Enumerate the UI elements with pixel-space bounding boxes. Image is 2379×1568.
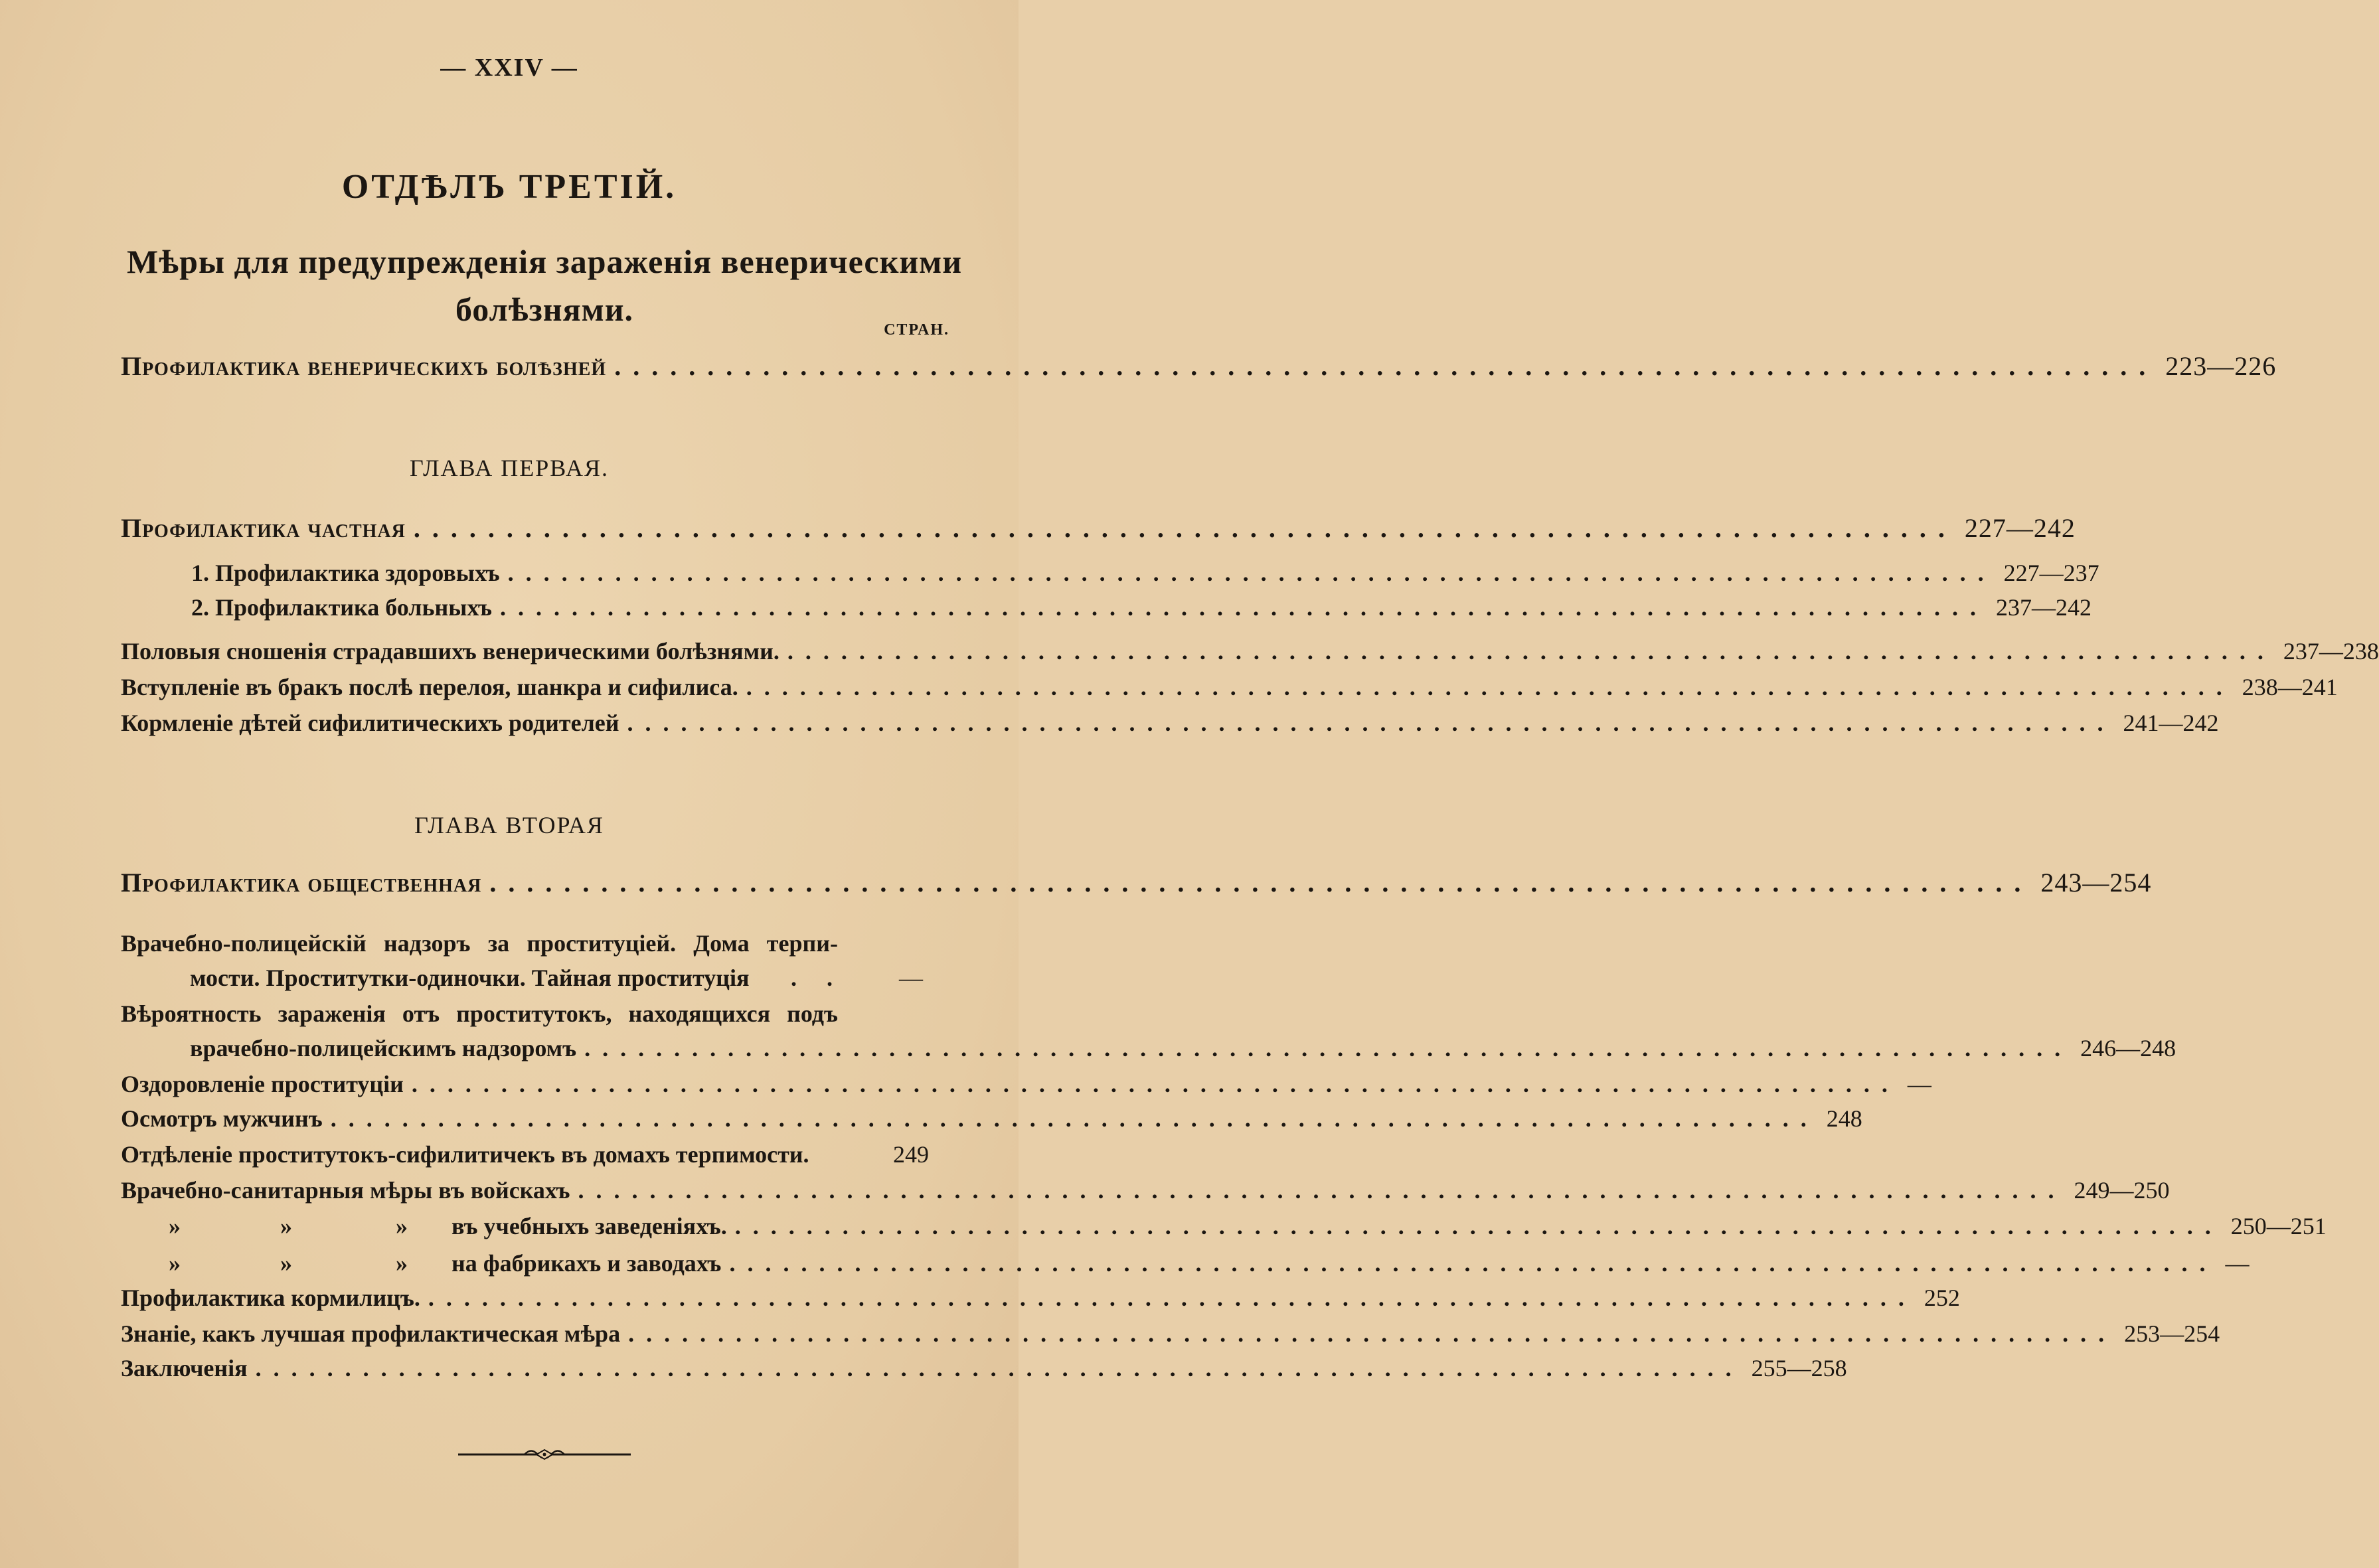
- dot-leader: ...................................................................................: [500, 594, 1988, 621]
- word: находящихся: [628, 1000, 771, 1027]
- toc-entry[interactable]: [121, 512, 2076, 544]
- ditto-mark: »: [169, 1250, 181, 1277]
- word: Врачебно-полицейскій: [121, 930, 367, 957]
- toc-entry-pages: 243—254: [2040, 868, 2152, 898]
- word: терпи-: [766, 930, 838, 957]
- word: подъ: [787, 1000, 838, 1027]
- dot-leader: ...................................................................................: [489, 868, 2033, 898]
- dot-leader: ...................................................................................: [787, 638, 2275, 665]
- word: Вѣроятность: [121, 1000, 262, 1027]
- ditto-mark: »: [396, 1213, 408, 1239]
- toc-entry-pages: 227—242: [1964, 513, 2076, 543]
- toc-entry-pages: 248: [1826, 1105, 1862, 1132]
- word: отъ: [402, 1000, 440, 1027]
- toc-entry[interactable]: [121, 673, 2338, 705]
- toc-entry-pages: —: [2225, 1250, 2250, 1277]
- toc-entry[interactable]: [451, 1249, 2250, 1281]
- toc-entry-pages: 249: [893, 1141, 929, 1168]
- dot-leader: ...................................................................................: [734, 1213, 2223, 1239]
- toc-entry-title: Заключенія: [121, 1355, 248, 1381]
- toc-entry[interactable]: [190, 964, 969, 996]
- toc-entry-title: Оздоровленіе проституціи: [121, 1071, 404, 1097]
- word: проституціей.: [527, 930, 677, 957]
- toc-entry-title: Профилактика кормилицъ.: [121, 1285, 420, 1311]
- dot-leader: ...................................................................................: [628, 1320, 2117, 1347]
- toc-entry-title: Вступленіе въ бракъ послѣ перелоя, шанкра и сифилиса.: [121, 674, 738, 700]
- chapter-heading: ГЛАВА ПЕРВАЯ.: [409, 455, 610, 481]
- dot-leader: ...................................................................................: [428, 1285, 1916, 1311]
- toc-entry-pages: 250—251: [2230, 1213, 2327, 1239]
- dot-leader: ...................................................................................: [255, 1355, 1744, 1381]
- toc-entry[interactable]: [121, 1284, 1960, 1316]
- toc-entry[interactable]: [121, 1176, 2170, 1208]
- flourish-divider-icon: [458, 1445, 631, 1464]
- toc-entry-first-line[interactable]: [121, 929, 838, 961]
- toc-entry-title: Врачебно-санитарныя мѣры въ войскахъ: [121, 1177, 570, 1204]
- toc-entry-pages: 223—226: [2165, 351, 2277, 381]
- dot-leader: ...................................................................................: [627, 710, 2115, 736]
- toc-entry-title: Кормленіе дѣтей сифилитическихъ родителей: [121, 710, 619, 736]
- toc-entry[interactable]: [121, 1070, 1931, 1102]
- ditto-mark: »: [169, 1213, 181, 1239]
- toc-entry[interactable]: [191, 559, 2099, 591]
- toc-entry-first-line[interactable]: [121, 1000, 838, 1032]
- toc-entry-title: 1. Профилактика здоровыхъ: [191, 560, 500, 586]
- dot-leader: ...................................................................................: [729, 1250, 2218, 1277]
- toc-entry-pages: 241—242: [2123, 710, 2219, 736]
- dot-leader: ...................................................................................: [584, 1035, 2073, 1061]
- toc-entry-title: Профилактика венерическихъ болѣзней: [121, 351, 607, 381]
- dot-leader: ...................................................................................: [413, 513, 1957, 543]
- toc-entry-pages: 237—238: [2283, 638, 2379, 665]
- ditto-mark: »: [396, 1250, 408, 1277]
- toc-entry-pages: 246—248: [2080, 1035, 2176, 1061]
- toc-entry[interactable]: [190, 1034, 2176, 1066]
- dot-leader: ...................................................................................: [746, 674, 2234, 700]
- toc-entry[interactable]: [121, 709, 2219, 741]
- toc-entry-title: Отдѣленіе проститутокъ-сифилитичекъ въ домахъ терпимости.: [121, 1141, 809, 1168]
- toc-entry[interactable]: [121, 867, 2152, 899]
- toc-entry-title: 2. Профилактика больныхъ: [191, 594, 492, 621]
- toc-entry-title: Половыя сношенія страдавшихъ венерическими болѣзнями.: [121, 638, 779, 665]
- word: зараженія: [278, 1000, 386, 1027]
- toc-entry-title: въ учебныхъ заведеніяхъ.: [451, 1213, 727, 1239]
- dot-leader: ...................................................................................: [614, 351, 2158, 381]
- toc-entry-pages: 238—241: [2242, 674, 2338, 700]
- toc-entry-pages: —: [1907, 1071, 1931, 1097]
- toc-entry[interactable]: [121, 637, 2379, 669]
- word: проститутокъ,: [456, 1000, 612, 1027]
- section-subtitle: Мѣры для предупрежденія зараженія венерическими болѣзнями.: [126, 243, 963, 328]
- ditto-mark: »: [280, 1250, 292, 1277]
- pages-column-label: СТРАН.: [884, 321, 949, 339]
- toc-entry[interactable]: [191, 593, 2092, 625]
- toc-entry-title: Знаніе, какъ лучшая профилактическая мѣра: [121, 1320, 621, 1347]
- ditto-mark: »: [280, 1213, 292, 1239]
- toc-entry-title: врачебно-полицейскимъ надзоромъ: [190, 1035, 577, 1061]
- toc-entry-pages: 255—258: [1751, 1355, 1847, 1381]
- toc-entry-title: Профилактика частная: [121, 513, 406, 543]
- toc-entry[interactable]: [121, 1140, 969, 1172]
- toc-entry-title: мости. Проститутки-одиночки. Тайная проституція: [190, 965, 750, 991]
- toc-entry-pages: 249—250: [2074, 1177, 2170, 1204]
- dot-leader: ...................................................................................: [411, 1071, 1900, 1097]
- toc-entry-title: Профилактика общественная: [121, 868, 482, 898]
- chapter-heading: ГЛАВА ВТОРАЯ: [414, 812, 604, 838]
- toc-entry[interactable]: [451, 1212, 2327, 1244]
- toc-entry-pages: 252: [1924, 1285, 1960, 1311]
- toc-entry-pages: 227—237: [2003, 560, 2099, 586]
- dot-leader: ...................................................................................: [507, 560, 1996, 586]
- dot-leader: . .: [791, 965, 845, 991]
- word: за: [487, 930, 510, 957]
- toc-entry[interactable]: [121, 351, 2277, 382]
- toc-entry[interactable]: [121, 1105, 1862, 1137]
- word: Дома: [693, 930, 750, 957]
- dot-leader: ...................................................................................: [330, 1105, 1819, 1132]
- section-title: ОТДѢЛЪ ТРЕТІЙ.: [341, 168, 677, 206]
- page-number: — XXIV —: [440, 54, 578, 82]
- toc-entry-title: Осмотръ мужчинъ: [121, 1105, 323, 1132]
- dot-leader: ...................................................................................: [578, 1177, 2066, 1204]
- toc-entry-pages: 237—242: [1996, 594, 2092, 621]
- toc-entry-pages: —: [899, 965, 923, 991]
- toc-entry[interactable]: [121, 1320, 2220, 1352]
- toc-entry[interactable]: [121, 1354, 1847, 1386]
- word: надзоръ: [383, 930, 471, 957]
- toc-entry-title: на фабрикахъ и заводахъ: [451, 1250, 722, 1277]
- toc-entry-pages: 253—254: [2124, 1320, 2220, 1347]
